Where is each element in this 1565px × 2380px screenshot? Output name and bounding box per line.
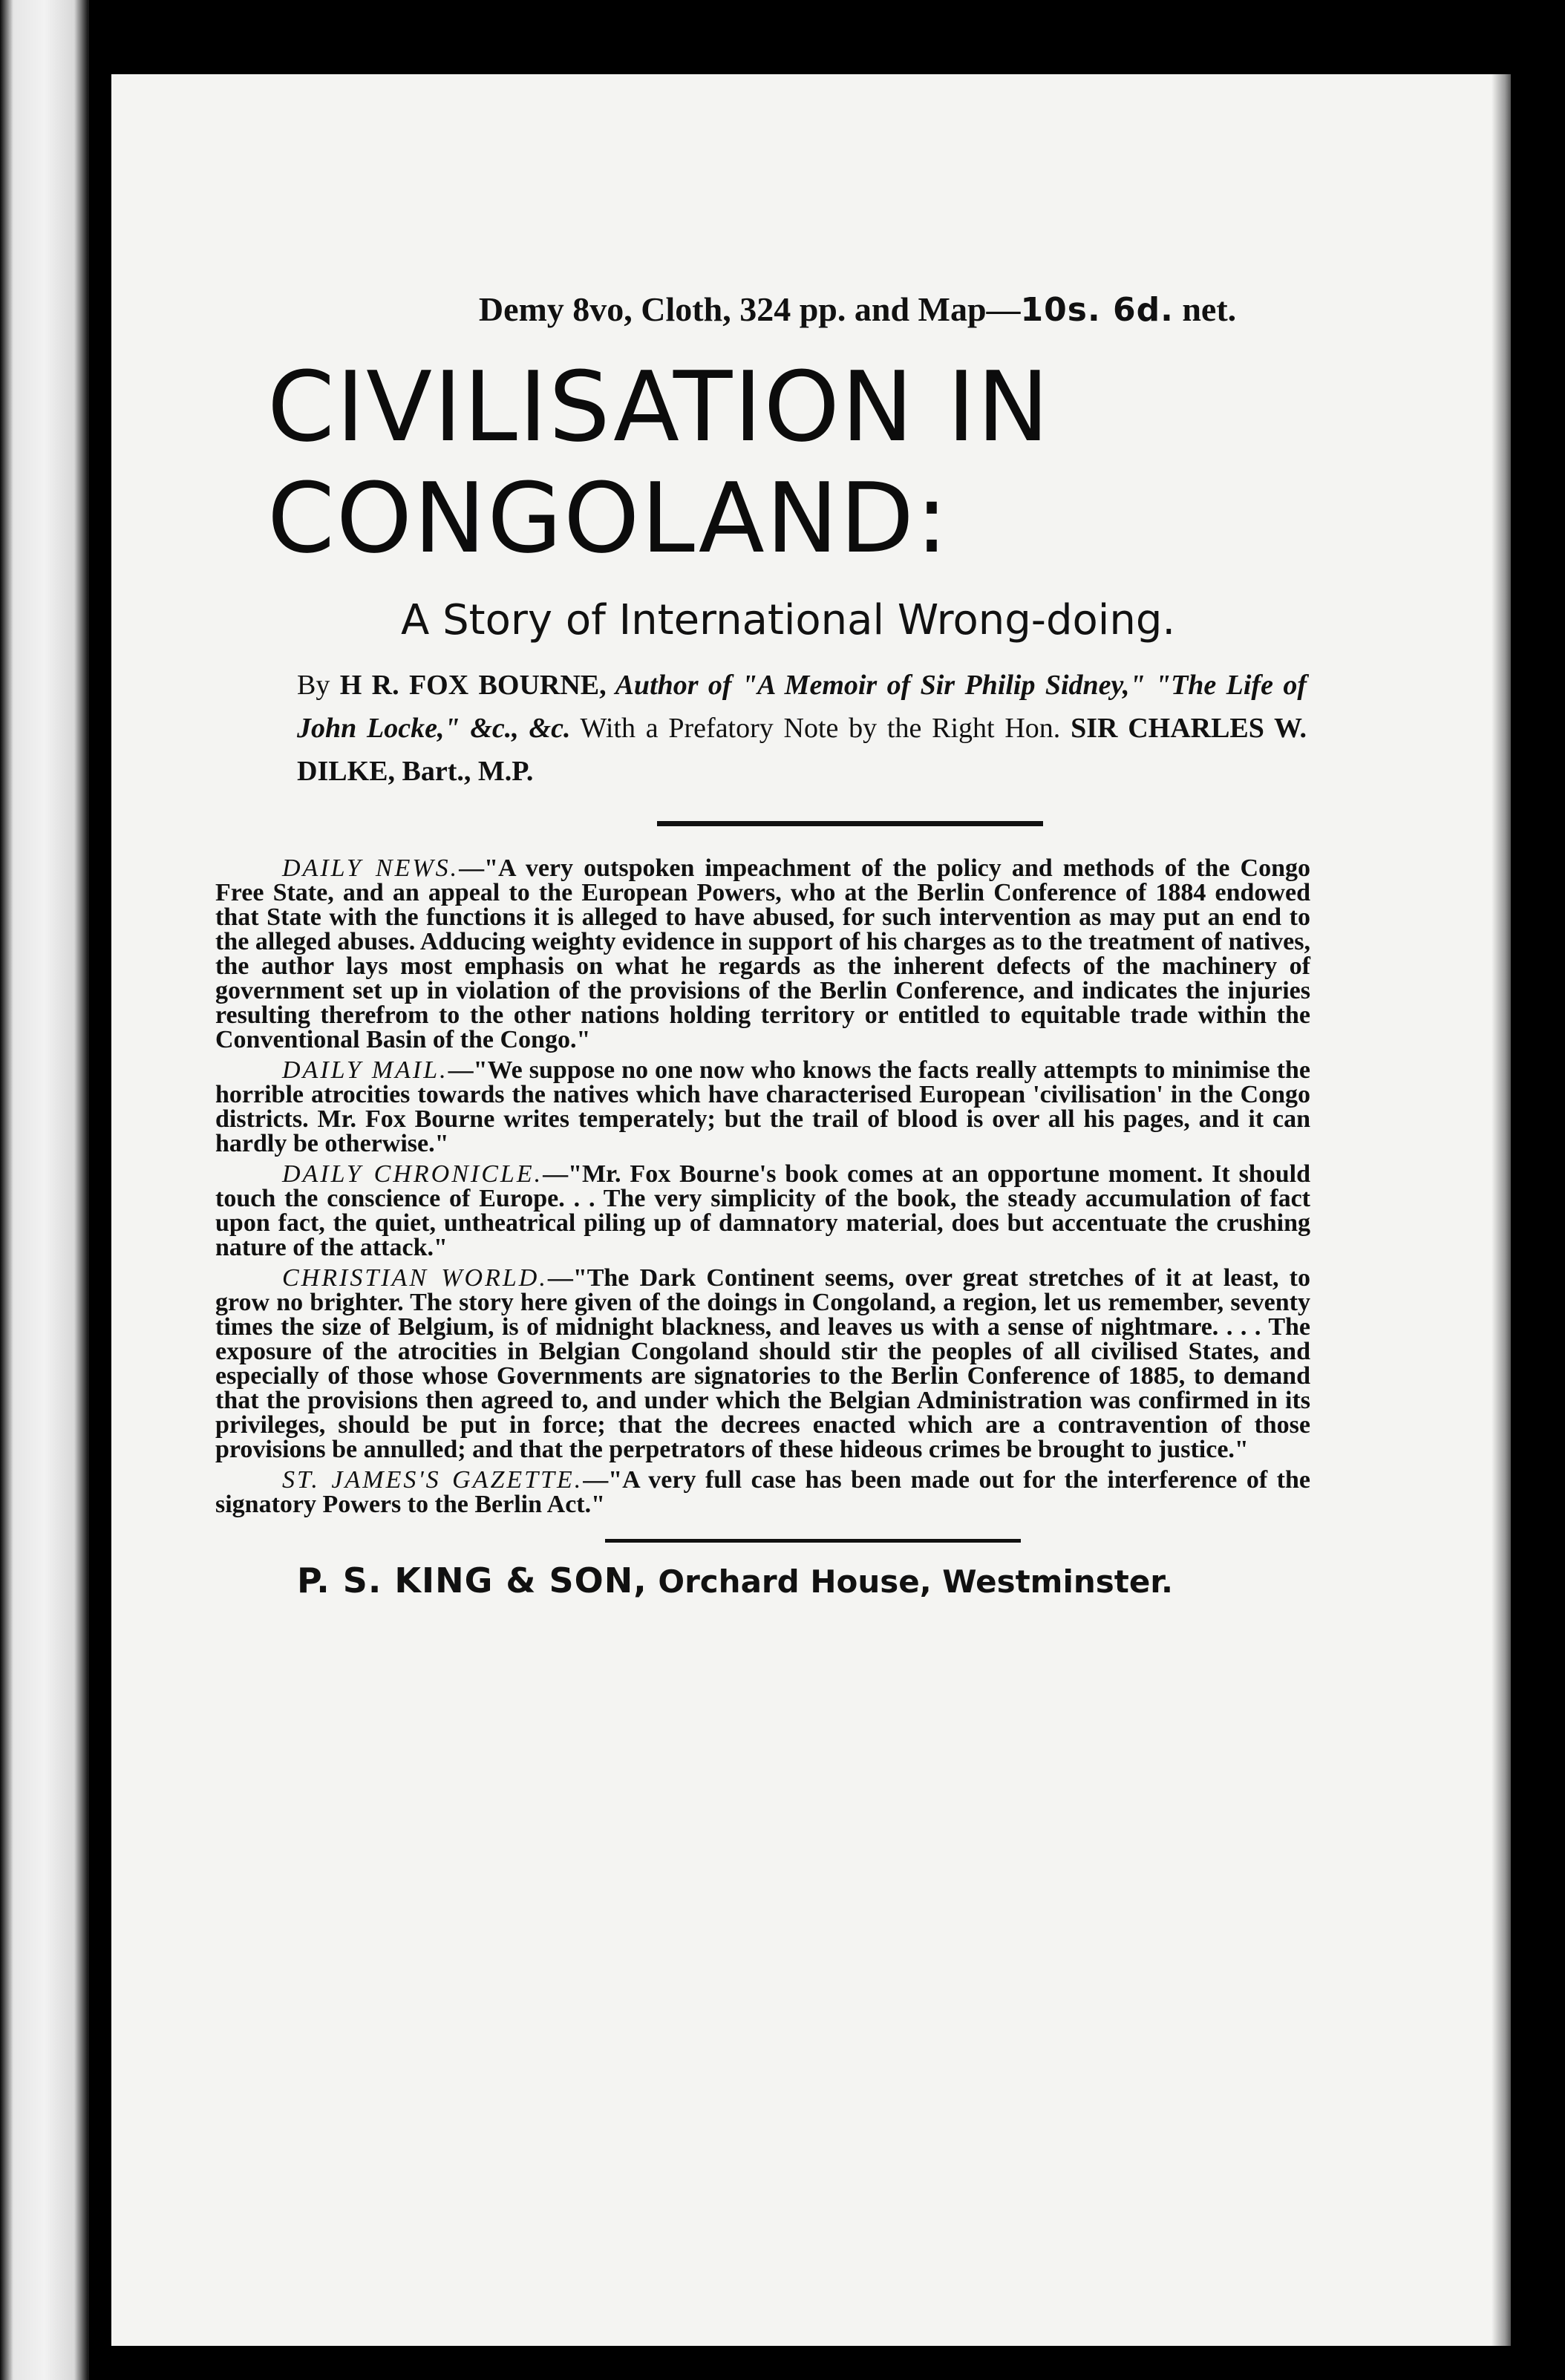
review-item <box>215 856 1310 1052</box>
byline-author-of: Author of "A Memoir of Sir Philip Sidney," "The Life of John Locke," &c., &c. <box>297 670 1307 744</box>
review-text: —"Mr. Fox Bourne's book comes at an opportune moment. It should touch the conscience of Europe. . . The very simplicity of the book, the steady accumulation of fact upon fact, the quiet, untheatrical piling up of damnatory material, does but accentuate the crushing nature of the attack." <box>215 1160 1310 1261</box>
divider-rule <box>657 821 1043 826</box>
edition-line <box>408 290 1307 329</box>
press-reviews <box>215 856 1310 1517</box>
book-title <box>267 351 1307 574</box>
edition-net: net. <box>1173 290 1237 328</box>
book-subtitle: A Story of International Wrong-doing. <box>401 596 1176 644</box>
byline-author: H R. FOX BOURNE, <box>339 670 607 701</box>
review-item <box>215 1058 1310 1156</box>
byline <box>297 664 1307 793</box>
divider-rule-bottom <box>605 1539 1021 1543</box>
edition-format: Demy 8vo, Cloth, 324 pp. and Map— <box>478 290 1021 328</box>
review-text: —"We suppose no one now who knows the facts really attempts to minimise the horrible atrocities towards the natives which have characterised European 'civilisation' in the Congo districts. Mr. Fox Bourne writes temperately; but the trail of blood is over all his pages, and it can hardly be otherwise." <box>215 1056 1310 1157</box>
review-text: —"The Dark Continent seems, over great stretches of it at least, to grow no brighter. The story here given of the doings in Congoland, a region, let us remember, seventy times the size of Belgium, is of midnight blackness, and leaves us with a sense of nightmare. . . . The exposure of the atrocities in Belgian Congoland should stir the peoples of all civilised States, and especially of those whose Governments are signatories to the Berlin Conference of 1885, to demand that the provisions then agreed to, and under which the Belgian Administration was confirmed in its privileges, should be put in force; that the decrees enacted which are a contravention of those provisions be annulled; and that the perpetrators of these hideous crimes be brought to justice." <box>215 1264 1310 1463</box>
byline-dilke: SIR CHARLES W. DILKE, Bart., M.P. <box>297 713 1307 787</box>
review-source: ST. JAMES'S GAZETTE. <box>282 1466 584 1494</box>
byline-by: By <box>297 670 340 701</box>
review-text: —"A very outspoken impeachment of the policy and methods of the Congo Free State, and an appeal to the European Powers, who at the Berlin Conference of 1884 endowed that State with the functions it is alleged to have abused, for such intervention as may put an end to the alleged abuses. Adducing weighty evidence in support of his charges as to the treatment of natives, the author lays most emphasis on what he regards as the inherent defects of the machinery of government set up in violation of the provisions of the Berlin Conference, and indicates the injuries resulting therefrom to the other nations holding territory or entitled to equitable trade within the Conventional Basin of the Congo." <box>215 854 1310 1053</box>
review-source: DAILY CHRONICLE. <box>282 1160 543 1188</box>
review-item <box>215 1468 1310 1517</box>
review-item <box>215 1266 1310 1462</box>
title-line-2: CONGOLAND: <box>267 462 950 575</box>
book-page <box>111 74 1511 2346</box>
page-binding-shadow <box>1492 74 1511 2346</box>
advertisement <box>215 290 1310 1601</box>
review-source: DAILY MAIL. <box>282 1056 448 1084</box>
publisher-firm: P. S. KING & SON, <box>297 1560 647 1601</box>
review-item <box>215 1162 1310 1260</box>
byline-prefatory: With a Prefatory Note by the Right Hon. <box>570 713 1071 744</box>
publisher-address: Orchard House, Westminster. <box>647 1563 1173 1600</box>
review-source: CHRISTIAN WORLD. <box>282 1264 548 1292</box>
edition-price: 10s. 6d. <box>1020 291 1174 329</box>
publisher-imprint <box>297 1560 1307 1601</box>
review-source: DAILY NEWS. <box>282 854 460 882</box>
title-line-1: CIVILISATION IN <box>267 350 1051 463</box>
adjacent-page-edge <box>0 0 89 2380</box>
review-text: —"A very full case has been made out for the interference of the signatory Powers to the Berlin Act." <box>215 1466 1310 1518</box>
